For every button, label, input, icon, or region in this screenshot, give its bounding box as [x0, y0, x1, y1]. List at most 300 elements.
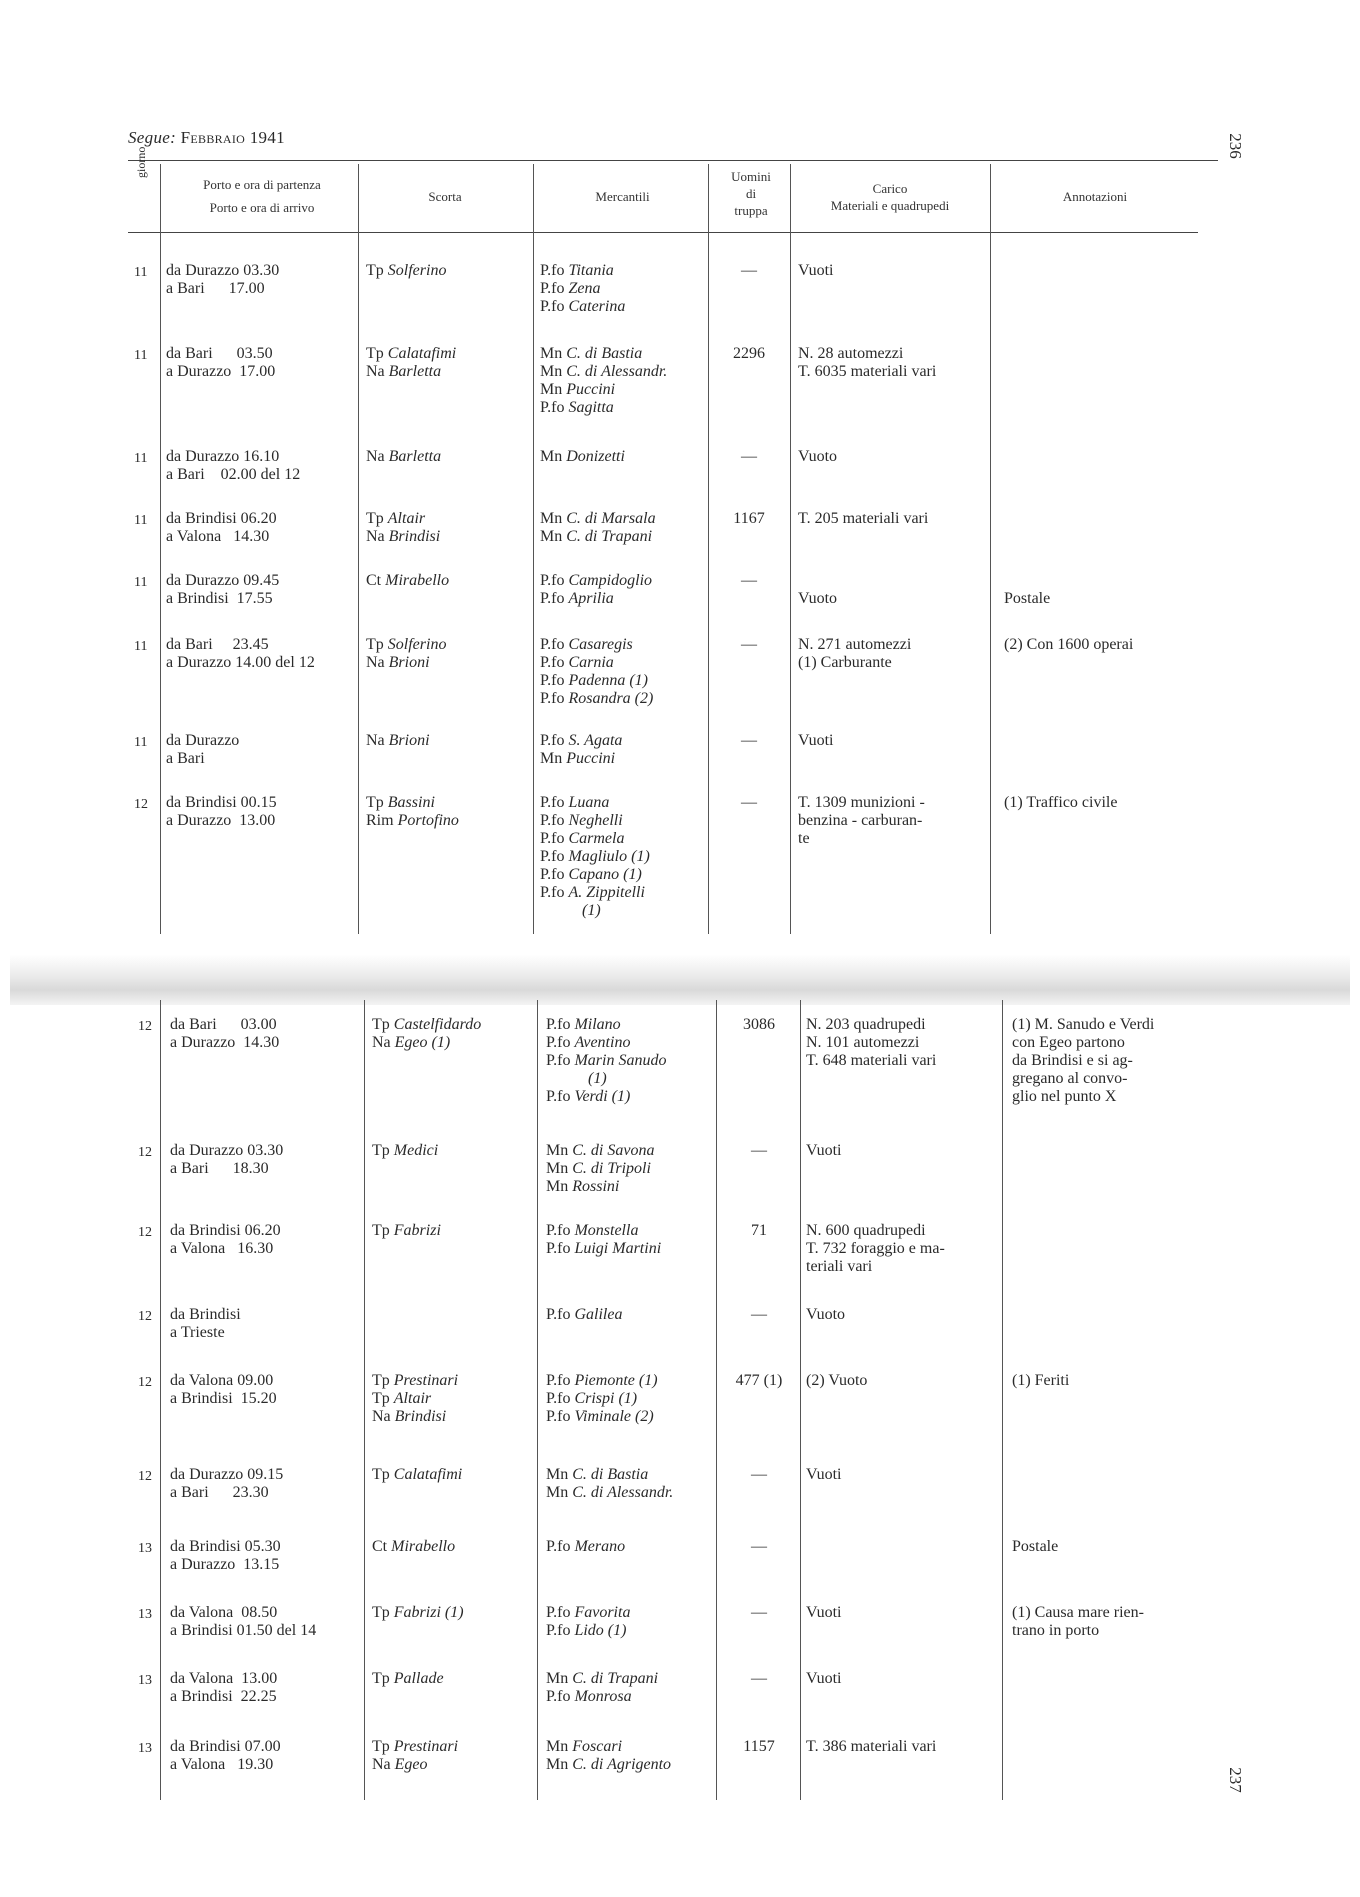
scorta-line — [372, 1738, 458, 1756]
annotazione-line: (2) Con 1600 operai — [1004, 636, 1134, 653]
porto-line: da Durazzo 09.45 — [166, 572, 280, 589]
ship-type: P.fo — [540, 830, 565, 847]
ship-name: Aprilia — [568, 590, 614, 607]
ship-type: Tp — [366, 262, 384, 279]
ship-type: Na — [372, 1034, 391, 1051]
giorno-cell: 13 — [138, 1607, 152, 1622]
mercantile-line — [546, 1372, 658, 1390]
title-prefix: Segue: — [128, 128, 177, 147]
ship-type: P.fo — [540, 884, 565, 901]
porto-line: a Brindisi 15.20 — [170, 1390, 277, 1407]
carico-line: Vuoti — [798, 732, 834, 749]
ship-name: Pallade — [393, 1670, 444, 1687]
truppa-cell: — — [751, 1466, 767, 1483]
ship-name: Donizetti — [566, 448, 625, 465]
ship-type: P.fo — [540, 794, 565, 811]
carico-line: Vuoto — [798, 590, 838, 607]
header-porto-arrivo: Porto e ora di arrivo — [209, 200, 315, 215]
ship-name: Luana — [568, 794, 610, 811]
mercantile-line — [540, 298, 625, 316]
ship-name: Brioni — [388, 732, 430, 749]
ship-name: Altair — [393, 1390, 432, 1407]
giorno-cell: 12 — [138, 1145, 152, 1160]
carico-line: T. 1309 munizioni - — [798, 794, 925, 811]
mercantile-line — [546, 1178, 619, 1196]
mercantile-line — [540, 510, 656, 528]
header-uomini-line3: truppa — [734, 203, 768, 218]
porto-line: da Durazzo 09.15 — [170, 1466, 284, 1483]
ship-name: Calatafimi — [393, 1466, 463, 1483]
carico-line: N. 600 quadrupedi — [806, 1222, 926, 1239]
ship-type: P.fo — [540, 866, 565, 883]
header-porto-partenza: Porto e ora di partenza — [203, 177, 321, 192]
ship-type: P.fo — [546, 1688, 571, 1705]
col-line — [708, 164, 709, 934]
ship-type: Mn — [540, 528, 563, 545]
ship-type: P.fo — [540, 690, 565, 707]
ship-name: Monstella — [574, 1222, 639, 1239]
ship-name: Magliulo (1) — [568, 848, 650, 865]
ship-type: Mn — [540, 448, 563, 465]
porto-line: da Bari 23.45 — [166, 636, 269, 653]
porto-line: a Durazzo 14.00 del 12 — [166, 654, 315, 671]
ship-type: Na — [366, 363, 385, 380]
ship-type: P.fo — [540, 732, 565, 749]
porto-line: a Bari 17.00 — [166, 280, 265, 297]
ship-name: Sagitta — [568, 399, 614, 416]
annotazione-line: da Brindisi e si ag- — [1012, 1052, 1133, 1069]
annotazione-line: (1) Causa mare rien- — [1012, 1604, 1144, 1621]
ship-name: Egeo — [394, 1756, 428, 1773]
ship-type: Tp — [372, 1142, 390, 1159]
porto-line: da Brindisi 06.20 — [166, 510, 277, 527]
ship-name: Brioni — [388, 654, 430, 671]
col-line — [358, 164, 359, 934]
mercantile-line — [540, 399, 614, 417]
ship-type: Tp — [372, 1738, 390, 1755]
mercantile-line — [546, 1408, 654, 1426]
ship-name: Campidoglio — [568, 572, 653, 589]
porto-line: a Brindisi 01.50 del 14 — [170, 1622, 317, 1639]
ship-name: Carnia — [568, 654, 614, 671]
truppa-cell: 3086 — [743, 1016, 775, 1033]
ship-type: P.fo — [540, 280, 565, 297]
ship-name: C. di Trapani — [566, 528, 653, 545]
giorno-cell: 11 — [134, 639, 148, 654]
mercantile-line — [540, 848, 650, 866]
truppa-cell: — — [751, 1306, 767, 1323]
ship-type: P.fo — [540, 672, 565, 689]
porto-line: a Bari — [166, 750, 205, 767]
title-month: Febbraio — [180, 128, 246, 147]
mercantile-line — [546, 1484, 673, 1502]
mercantile-line — [546, 1756, 671, 1774]
ship-name: Casaregis — [568, 636, 633, 653]
scorta-line — [372, 1466, 462, 1484]
scorta-line — [372, 1756, 428, 1774]
ship-name: Zena — [568, 280, 601, 297]
page-fold-shadow — [10, 955, 1350, 1005]
porto-line: a Durazzo 17.00 — [166, 363, 276, 380]
carico-line: te — [798, 830, 810, 847]
mercantile-line — [540, 690, 653, 708]
truppa-cell: 1167 — [733, 510, 765, 527]
annotazione-line: gregano al convo- — [1012, 1070, 1128, 1087]
header-giorno: giorno — [134, 146, 148, 178]
porto-line: a Bari 23.30 — [170, 1484, 269, 1501]
mercantile-line — [540, 812, 623, 830]
truppa-cell: — — [751, 1604, 767, 1621]
ship-type: Mn — [546, 1484, 569, 1501]
truppa-cell: — — [741, 262, 757, 279]
porto-line: da Brindisi 00.15 — [166, 794, 277, 811]
truppa-cell: — — [741, 732, 757, 749]
mercantile-line — [540, 654, 614, 672]
header-carico-line2: Materiali e quadrupedi — [830, 198, 950, 213]
ship-type: P.fo — [546, 1538, 571, 1555]
mercantile-line — [546, 1670, 658, 1688]
carico-line: (2) Vuoto — [806, 1372, 868, 1389]
mercantile-line — [546, 1142, 654, 1160]
mercantile-line — [546, 1070, 607, 1088]
giorno-cell: 13 — [138, 1541, 152, 1556]
ship-name: A. Zippitelli — [568, 884, 645, 901]
carico-line: T. 648 materiali vari — [806, 1052, 937, 1069]
scorta-line — [366, 812, 459, 830]
ship-type: Rim — [366, 812, 394, 829]
truppa-cell: 2296 — [733, 345, 765, 362]
scorta-line — [372, 1408, 446, 1426]
ship-type: Mn — [546, 1756, 569, 1773]
header-top-rule — [128, 160, 1218, 161]
ship-name: Barletta — [388, 448, 442, 465]
ship-type: Na — [366, 654, 385, 671]
porto-line: a Valona 16.30 — [170, 1240, 274, 1257]
ship-name: Piemonte (1) — [574, 1372, 658, 1389]
header-bottom-rule — [128, 232, 1198, 233]
mercantile-line — [546, 1738, 622, 1756]
ship-type: P.fo — [546, 1240, 571, 1257]
ship-type: P.fo — [540, 654, 565, 671]
carico-line: T. 6035 materiali vari — [798, 363, 937, 380]
ship-type: Tp — [372, 1222, 390, 1239]
truppa-cell: 71 — [751, 1222, 767, 1239]
ship-type: Mn — [546, 1466, 569, 1483]
section-title — [128, 128, 285, 148]
scorta-line — [366, 636, 446, 654]
ship-name: Altair — [387, 510, 426, 527]
mercantile-line — [546, 1538, 625, 1556]
porto-line: da Durazzo — [166, 732, 240, 749]
scorta-line — [366, 794, 435, 812]
ship-name: Rosandra (2) — [568, 690, 654, 707]
ship-name: Mirabello — [385, 572, 450, 589]
mercantile-line — [540, 732, 622, 750]
col-line — [1002, 1000, 1003, 1800]
mercantile-line — [540, 830, 624, 848]
annotazione-line: (1) Traffico civile — [1004, 794, 1118, 811]
ship-name: Padenna (1) — [568, 672, 648, 689]
ship-name: C. di Marsala — [566, 510, 656, 527]
header-scorta: Scorta — [428, 189, 462, 204]
porto-line: a Durazzo 13.00 — [166, 812, 276, 829]
porto-line: a Bari 18.30 — [170, 1160, 269, 1177]
carico-line: N. 28 automezzi — [798, 345, 904, 362]
scorta-line — [372, 1372, 458, 1390]
mercantile-line — [540, 884, 645, 902]
ship-type: P.fo — [546, 1390, 571, 1407]
porto-line: a Brindisi 17.55 — [166, 590, 273, 607]
carico-line: N. 101 automezzi — [806, 1034, 920, 1051]
truppa-cell: 1157 — [743, 1738, 775, 1755]
porto-line: da Durazzo 16.10 — [166, 448, 280, 465]
scorta-line — [372, 1390, 431, 1408]
carico-line: N. 271 automezzi — [798, 636, 912, 653]
porto-line: da Brindisi 05.30 — [170, 1538, 281, 1555]
ship-type: Na — [366, 528, 385, 545]
ship-name: Luigi Martini — [574, 1240, 662, 1257]
scorta-line — [366, 572, 449, 590]
ship-type: P.fo — [546, 1604, 571, 1621]
scorta-line — [366, 448, 441, 466]
truppa-cell: — — [751, 1142, 767, 1159]
giorno-cell: 11 — [134, 265, 148, 280]
ship-name: C. di Bastia — [566, 345, 643, 362]
giorno-cell: 11 — [134, 451, 148, 466]
carico-line: benzina - carburan- — [798, 812, 923, 829]
ship-type: Tp — [366, 510, 384, 527]
ship-name: S. Agata — [568, 732, 623, 749]
scorta-line — [366, 363, 441, 381]
truppa-cell: — — [751, 1538, 767, 1555]
carico-line: Vuoti — [806, 1466, 842, 1483]
carico-line: Vuoti — [806, 1142, 842, 1159]
ship-name: Brindisi — [394, 1408, 447, 1425]
carico-line: N. 203 quadrupedi — [806, 1016, 926, 1033]
ship-name: Favorita — [574, 1604, 631, 1621]
mercantile-line — [540, 794, 609, 812]
ship-type: Mn — [540, 510, 563, 527]
annotazione-line: Postale — [1004, 590, 1051, 607]
ship-type: P.fo — [540, 399, 565, 416]
col-line — [160, 1000, 161, 1800]
scorta-line — [372, 1142, 438, 1160]
col-line — [364, 1000, 365, 1800]
ship-name: Lido (1) — [574, 1622, 627, 1639]
porto-line: da Bari 03.50 — [166, 345, 273, 362]
ship-type: Mn — [546, 1670, 569, 1687]
ship-type: Tp — [366, 636, 384, 653]
ship-type: Na — [366, 732, 385, 749]
ship-type: P.fo — [546, 1052, 571, 1069]
ship-type: P.fo — [546, 1016, 571, 1033]
giorno-cell: 12 — [138, 1309, 152, 1324]
ship-type: P.fo — [546, 1372, 571, 1389]
ship-name: Monrosa — [574, 1688, 632, 1705]
carico-line: T. 732 foraggio e ma- — [806, 1240, 945, 1257]
ship-name: Titania — [568, 262, 614, 279]
carico-line: Vuoto — [806, 1306, 846, 1323]
ship-type: Mn — [546, 1160, 569, 1177]
mercantile-line — [540, 636, 633, 654]
col-line — [800, 1000, 801, 1800]
col-line — [990, 164, 991, 934]
giorno-cell: 13 — [138, 1741, 152, 1756]
ship-name: Brindisi — [388, 528, 441, 545]
ship-type: Tp — [372, 1466, 390, 1483]
mercantile-line — [540, 262, 614, 280]
scorta-line — [372, 1034, 450, 1052]
truppa-cell: — — [751, 1670, 767, 1687]
scorta-line — [366, 528, 440, 546]
ship-type: Tp — [372, 1390, 390, 1407]
scorta-line — [366, 345, 456, 363]
ship-type: P.fo — [540, 262, 565, 279]
ship-name: Solferino — [387, 262, 447, 279]
mercantile-line — [540, 590, 614, 608]
header-annotazioni: Annotazioni — [1062, 189, 1128, 204]
ship-name: Solferino — [387, 636, 447, 653]
ship-name: Prestinari — [393, 1738, 459, 1755]
ship-name: Capano (1) — [568, 866, 642, 883]
ship-name: Bassini — [387, 794, 435, 811]
ship-name: C. di Savona — [572, 1142, 655, 1159]
ship-name: C. di Bastia — [572, 1466, 649, 1483]
ship-name: (1) — [582, 902, 601, 919]
ship-name: Fabrizi — [393, 1222, 441, 1239]
ship-type: Mn — [546, 1178, 569, 1195]
ship-name: Medici — [393, 1142, 439, 1159]
annotazione-line: (1) M. Sanudo e Verdi — [1012, 1016, 1155, 1033]
ship-type: Mn — [546, 1738, 569, 1755]
ship-type: P.fo — [546, 1306, 571, 1323]
ship-name: (1) — [588, 1070, 607, 1087]
giorno-cell: 11 — [134, 513, 148, 528]
ship-name: Prestinari — [393, 1372, 459, 1389]
header-carico-line1: Carico — [872, 181, 908, 196]
ship-name: Foscari — [572, 1738, 623, 1755]
annotazione-line: con Egeo partono — [1012, 1034, 1125, 1051]
ship-type: Na — [366, 448, 385, 465]
ship-type: Na — [372, 1756, 391, 1773]
ship-type: P.fo — [546, 1622, 571, 1639]
scorta-line — [366, 510, 425, 528]
header-uomini-line1: Uomini — [731, 169, 771, 184]
ship-type: Mn — [540, 363, 563, 380]
porto-line: a Valona 19.30 — [170, 1756, 274, 1773]
mercantile-line — [546, 1016, 621, 1034]
ship-type: Ct — [366, 572, 382, 589]
mercantile-line — [540, 572, 652, 590]
mercantile-line — [540, 345, 642, 363]
porto-line: a Brindisi 22.25 — [170, 1688, 277, 1705]
mercantile-line — [540, 672, 648, 690]
mercantile-line — [540, 866, 642, 884]
ship-name: C. di Alessandr. — [566, 363, 668, 380]
mercantile-line — [546, 1604, 630, 1622]
ship-type: P.fo — [540, 812, 565, 829]
truppa-cell: — — [741, 572, 757, 589]
carico-line: Vuoti — [806, 1670, 842, 1687]
ship-type: P.fo — [540, 848, 565, 865]
ship-type: Mn — [546, 1142, 569, 1159]
ship-name: Puccini — [566, 381, 616, 398]
annotazione-line: trano in porto — [1012, 1622, 1100, 1639]
porto-line: a Valona 14.30 — [166, 528, 270, 545]
ship-name: Barletta — [388, 363, 442, 380]
ship-type: Ct — [372, 1538, 388, 1555]
header-mercantili: Mercantili — [595, 189, 650, 204]
col-line — [716, 1000, 717, 1800]
ship-name: Calatafimi — [387, 345, 457, 362]
porto-line: da Bari 03.00 — [170, 1016, 277, 1033]
porto-line: a Bari 02.00 del 12 — [166, 466, 301, 483]
ship-type: P.fo — [546, 1034, 571, 1051]
giorno-cell: 11 — [134, 348, 148, 363]
ship-type: P.fo — [546, 1222, 571, 1239]
scorta-line — [372, 1538, 455, 1556]
giorno-cell: 12 — [138, 1375, 152, 1390]
porto-line: da Valona 09.00 — [170, 1372, 274, 1389]
ship-name: Verdi (1) — [574, 1088, 631, 1105]
scorta-line — [366, 262, 446, 280]
ship-name: Merano — [574, 1538, 626, 1555]
porto-line: a Durazzo 13.15 — [170, 1556, 280, 1573]
ship-type: P.fo — [540, 572, 565, 589]
ship-name: Aventino — [574, 1034, 631, 1051]
giorno-cell: 13 — [138, 1673, 152, 1688]
scorta-line — [366, 654, 430, 672]
ship-name: C. di Tripoli — [572, 1160, 651, 1177]
ship-name: Fabrizi (1) — [393, 1604, 464, 1621]
ship-name: Marin Sanudo — [574, 1052, 667, 1069]
scorta-line — [372, 1016, 481, 1034]
header-porto — [162, 176, 362, 216]
mercantile-line — [540, 902, 601, 920]
ship-name: C. di Trapani — [572, 1670, 659, 1687]
mercantile-line — [546, 1222, 638, 1240]
ship-type: Mn — [540, 381, 563, 398]
ship-name: Castelfidardo — [393, 1016, 482, 1033]
giorno-cell: 12 — [138, 1225, 152, 1240]
ship-type: P.fo — [540, 636, 565, 653]
mercantile-line — [546, 1466, 648, 1484]
header-uomini — [708, 168, 794, 219]
scorta-line — [372, 1604, 464, 1622]
ship-name: Milano — [574, 1016, 621, 1033]
giorno-cell: 12 — [138, 1019, 152, 1034]
ship-name: Neghelli — [568, 812, 623, 829]
giorno-cell: 11 — [134, 735, 148, 750]
ship-name: Viminale (2) — [574, 1408, 654, 1425]
header-uomini-line2: di — [745, 186, 757, 201]
carico-line: Vuoti — [806, 1604, 842, 1621]
mercantile-line — [540, 280, 600, 298]
ship-name: C. di Agrigento — [572, 1756, 672, 1773]
ship-type: Tp — [372, 1604, 390, 1621]
porto-line: a Trieste — [170, 1324, 225, 1341]
ship-name: Caterina — [568, 298, 626, 315]
truppa-cell: — — [741, 794, 757, 811]
mercantile-line — [546, 1390, 637, 1408]
giorno-cell: 12 — [134, 797, 148, 812]
mercantile-line — [540, 448, 625, 466]
ship-type: Tp — [372, 1016, 390, 1033]
ship-type: Tp — [366, 345, 384, 362]
porto-line: da Durazzo 03.30 — [166, 262, 280, 279]
ship-name: Puccini — [566, 750, 616, 767]
porto-line: da Brindisi 06.20 — [170, 1222, 281, 1239]
